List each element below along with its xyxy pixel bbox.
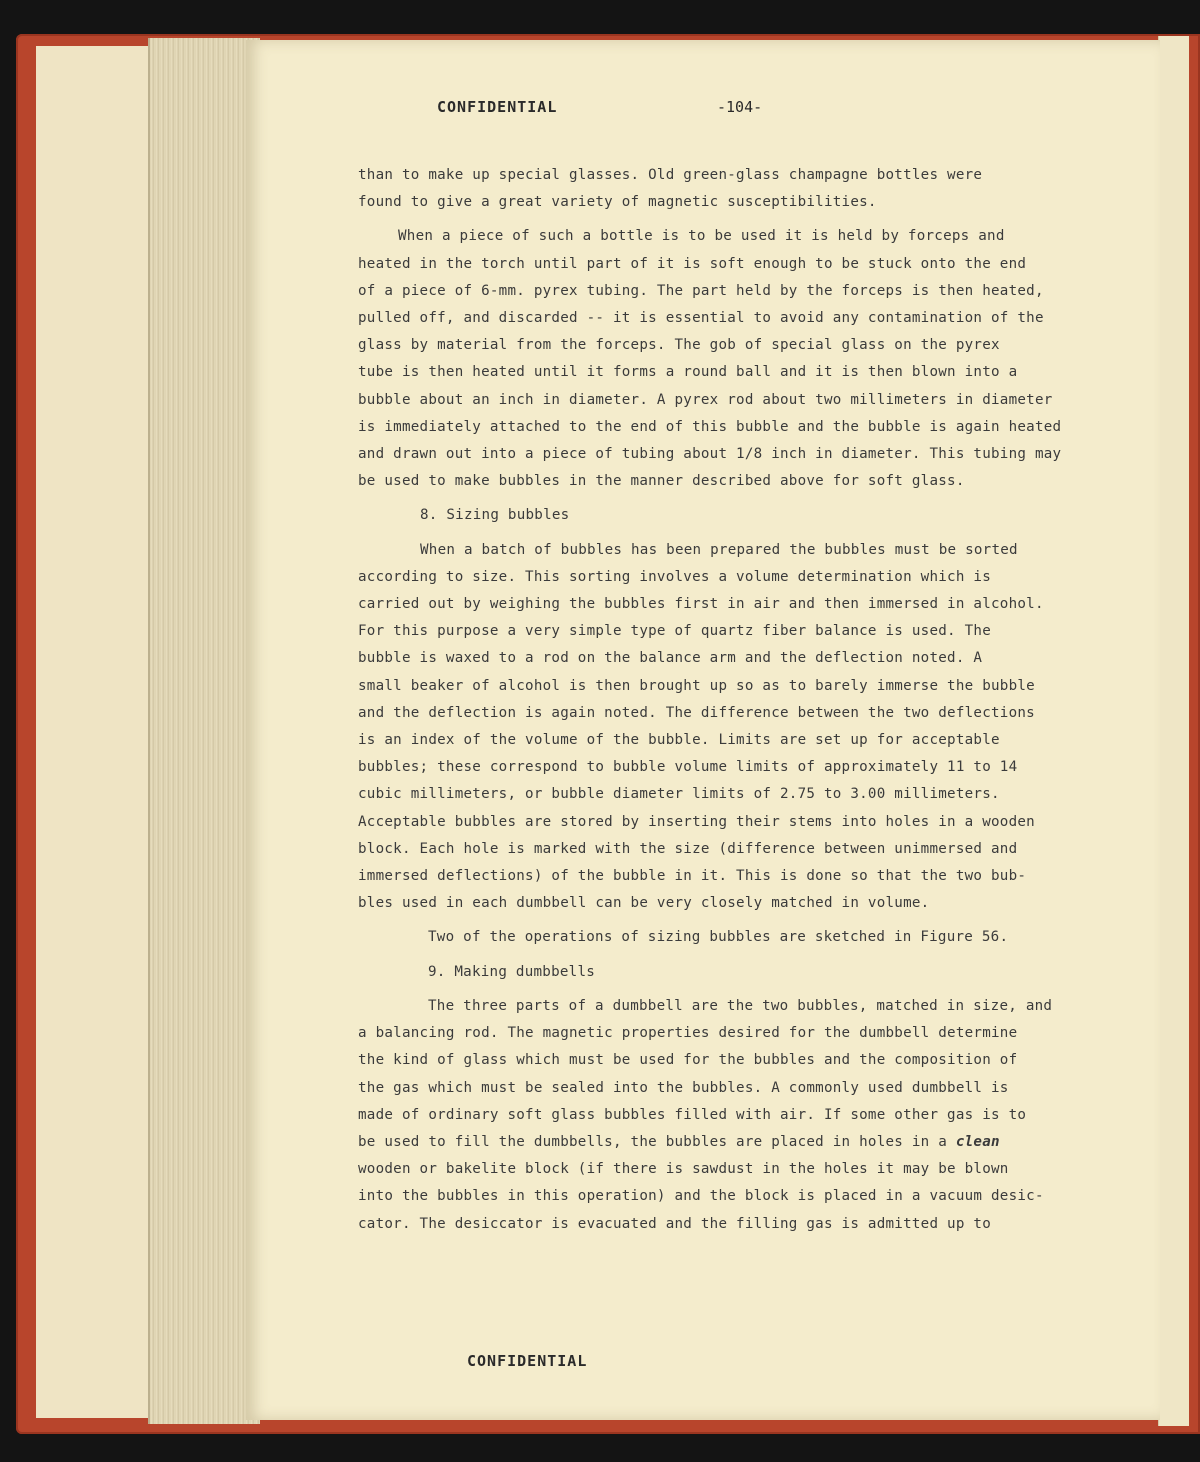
text-line: carried out by weighing the bubbles first in air and then immersed in alcohol. (358, 596, 1044, 613)
text-line: tube is then heated until it forms a round ball and it is then blown into a (358, 364, 1018, 381)
text-fragment: be used to fill the dumbbells, the bubbles are placed in holes in a (358, 1133, 948, 1150)
section-heading-sizing-bubbles: 8. Sizing bubbles (420, 507, 570, 524)
text-line (358, 1129, 1158, 1156)
text-line: be used to make bubbles in the manner described above for soft glass. (358, 473, 965, 490)
text-line: cubic millimeters, or bubble diameter limits of 2.75 to 3.00 millimeters. (358, 786, 1000, 803)
text-line: is an index of the volume of the bubble. Limits are set up for acceptable (358, 732, 1000, 749)
text-line: When a piece of such a bottle is to be used it is held by forceps and (398, 228, 1005, 245)
text-line: made of ordinary soft glass bubbles filled with air. If some other gas is to (358, 1106, 1027, 1123)
text-line: is immediately attached to the end of this bubble and the bubble is again heated (358, 418, 1062, 435)
header-confidential: CONFIDENTIAL (437, 98, 558, 116)
text-line: than to make up special glasses. Old green-glass champagne bottles were (358, 167, 983, 183)
text-line: according to size. This sorting involves a volume determination which is (358, 568, 991, 585)
page-number: -104- (717, 98, 763, 116)
text-line: Acceptable bubbles are stored by inserting their stems into holes in a wooden (358, 813, 1035, 830)
facing-page-edge (1158, 36, 1189, 1426)
page-body (358, 162, 1158, 1238)
text-line: into the bubbles in this operation) and the block is placed in a vacuum desic- (358, 1188, 1044, 1205)
section-heading-making-dumbbells: 9. Making dumbbells (428, 963, 596, 980)
text-line: wooden or bakelite block (if there is sawdust in the holes it may be blown (358, 1161, 1009, 1178)
text-line: block. Each hole is marked with the size (difference between unimmersed and (358, 840, 1018, 857)
text-line: immersed deflections) of the bubble in it. This is done so that the two bub- (358, 868, 1027, 885)
text-line: small beaker of alcohol is then brought up so as to barely immerse the bubble (358, 677, 1035, 694)
text-line: pulled off, and discarded -- it is essential to avoid any contamination of the (358, 310, 1044, 327)
text-line: a balancing rod. The magnetic properties desired for the dumbbell determine (358, 1025, 1018, 1042)
text-line: of a piece of 6-mm. pyrex tubing. The part held by the forceps is then heated, (358, 282, 1044, 299)
emphasis-clean: clean (955, 1133, 1000, 1150)
text-line: Two of the operations of sizing bubbles are sketched in Figure 56. (428, 929, 1009, 946)
text-line: the kind of glass which must be used for the bubbles and the composition of (358, 1052, 1018, 1069)
text-line: heated in the torch until part of it is soft enough to be stuck onto the end (358, 255, 1027, 272)
text-line: bubbles; these correspond to bubble volume limits of approximately 11 to 14 (358, 759, 1018, 776)
text-line: bubble about an inch in diameter. A pyrex rod about two millimeters in diameter (358, 391, 1053, 408)
text-line: For this purpose a very simple type of quartz fiber balance is used. The (358, 623, 991, 640)
text-line: and drawn out into a piece of tubing about 1/8 inch in diameter. This tubing may (358, 446, 1062, 463)
footer-confidential: CONFIDENTIAL (467, 1352, 588, 1370)
text-line: glass by material from the forceps. The gob of special glass on the pyrex (358, 337, 1000, 354)
text-line: the gas which must be sealed into the bubbles. A commonly used dumbbell is (358, 1079, 1009, 1096)
text-line: bles used in each dumbbell can be very closely matched in volume. (358, 895, 930, 912)
page-edges (148, 38, 260, 1424)
text-line: cator. The desiccator is evacuated and the filling gas is admitted up to (358, 1215, 991, 1232)
text-line: The three parts of a dumbbell are the two bubbles, matched in size, and (428, 997, 1053, 1014)
text-line: When a batch of bubbles has been prepared the bubbles must be sorted (420, 541, 1018, 558)
text-line: found to give a great variety of magnetic susceptibilities. (358, 194, 877, 211)
text-line: bubble is waxed to a rod on the balance arm and the deflection noted. A (358, 650, 983, 667)
text-line: and the deflection is again noted. The difference between the two deflections (358, 704, 1035, 721)
